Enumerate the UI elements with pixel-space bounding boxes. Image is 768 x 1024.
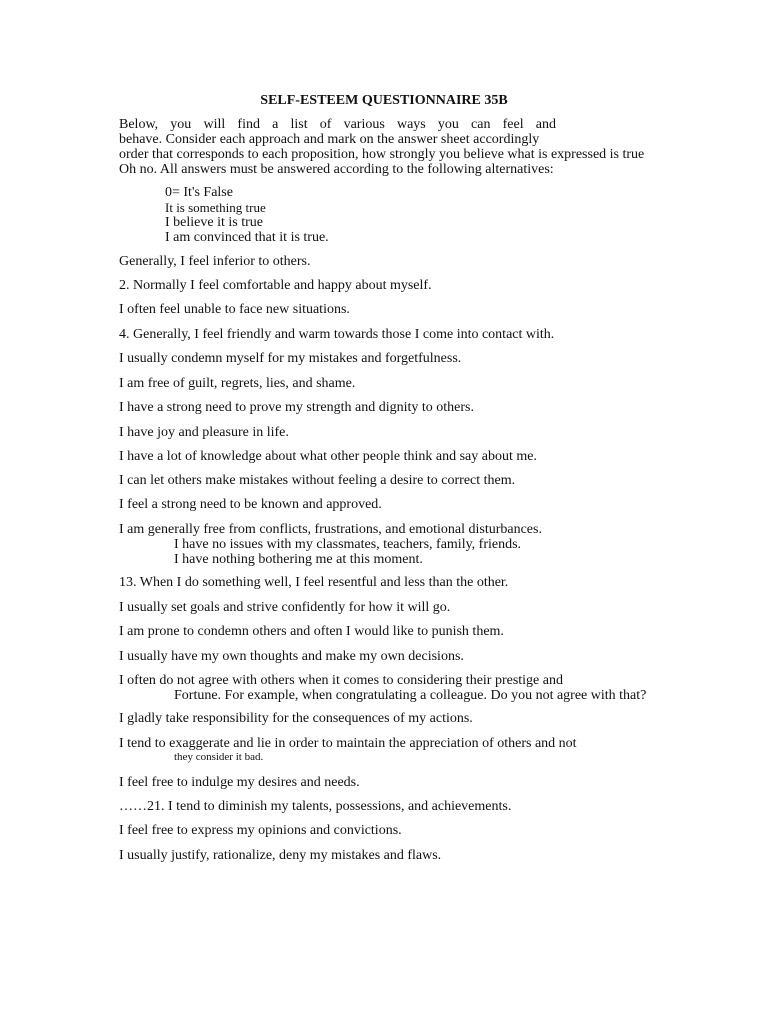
- question-item: I feel free to express my opinions and convictions.: [119, 823, 402, 838]
- question-item: I usually justify, rationalize, deny my mistakes and flaws.: [119, 848, 442, 863]
- question-item: I can let others make mistakes without feeling a desire to correct them.: [119, 473, 516, 488]
- intro-paragraph: [119, 117, 679, 177]
- question-item: I tend to exaggerate and lie in order to maintain the appreciation of others and not: [119, 736, 577, 751]
- question-item: I have a strong need to prove my strength and dignity to others.: [119, 400, 474, 415]
- question-item: I gladly take responsibility for the consequences of my actions.: [119, 711, 473, 726]
- question-subline: I have no issues with my classmates, teachers, family, friends.: [174, 537, 522, 552]
- intro-line-1: Below, you will find a list of various ways you can feel and: [119, 117, 556, 132]
- question-item: I feel free to indulge my desires and needs.: [119, 775, 360, 790]
- intro-line-4: Oh no. All answers must be answered according to the following alternatives:: [119, 162, 554, 177]
- question-item: I usually set goals and strive confidently for how it will go.: [119, 600, 451, 615]
- alternative-item: It is something true: [165, 200, 266, 215]
- alternative-item: 0= It's False: [165, 185, 233, 200]
- question-item: I often feel unable to face new situations.: [119, 302, 350, 317]
- intro-line-3: order that corresponds to each proposition, how strongly you believe what is expressed is true: [119, 147, 645, 162]
- intro-line-2: behave. Consider each approach and mark on the answer sheet accordingly: [119, 132, 540, 147]
- page-title: SELF-ESTEEM QUESTIONNAIRE 35B: [260, 93, 508, 108]
- question-item: 2. Normally I feel comfortable and happy about myself.: [119, 278, 432, 293]
- alternatives-list: [165, 185, 329, 245]
- question-item: 4. Generally, I feel friendly and warm towards those I come into contact with.: [119, 327, 555, 342]
- question-item: I am prone to condemn others and often I would like to punish them.: [119, 624, 504, 639]
- question-item: Generally, I feel inferior to others.: [119, 254, 311, 269]
- question-subline: they consider it bad.: [174, 751, 264, 763]
- question-item: I have joy and pleasure in life.: [119, 425, 289, 440]
- alternative-item: I am convinced that it is true.: [165, 230, 329, 245]
- question-subline: Fortune. For example, when congratulating a colleague. Do you not agree with that?: [174, 688, 647, 703]
- question-item: I usually condemn myself for my mistakes and forgetfulness.: [119, 351, 462, 366]
- question-item: I often do not agree with others when it comes to considering their prestige and: [119, 673, 563, 688]
- alternative-item: I believe it is true: [165, 215, 263, 230]
- question-item: I am free of guilt, regrets, lies, and shame.: [119, 376, 356, 391]
- question-item: ……21. I tend to diminish my talents, possessions, and achievements.: [119, 799, 512, 814]
- question-item: I feel a strong need to be known and approved.: [119, 497, 382, 512]
- question-subline: I have nothing bothering me at this moment.: [174, 552, 423, 567]
- question-item: I am generally free from conflicts, frustrations, and emotional disturbances.: [119, 522, 542, 537]
- question-item: I have a lot of knowledge about what other people think and say about me.: [119, 449, 537, 464]
- question-item: I usually have my own thoughts and make my own decisions.: [119, 649, 464, 664]
- question-item: 13. When I do something well, I feel resentful and less than the other.: [119, 575, 509, 590]
